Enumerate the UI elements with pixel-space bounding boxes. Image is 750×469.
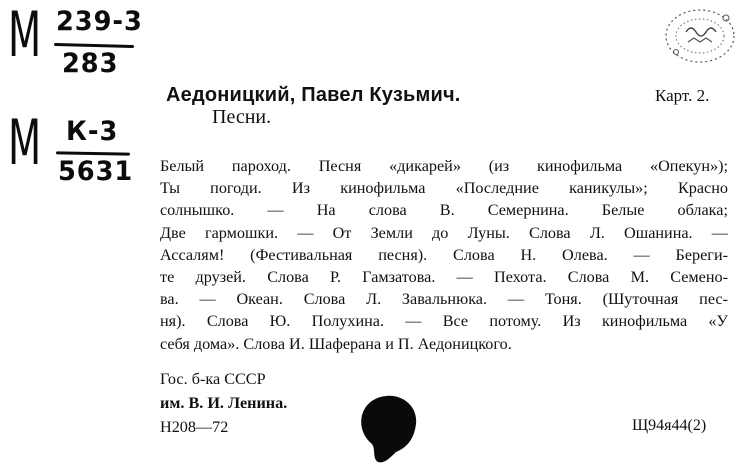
contents-line: Белый пароход. Песня «дикарей» (из кинофильма «Опекун»); — [160, 157, 728, 175]
card-number: Карт. 2. — [655, 86, 710, 105]
contents-line: себя дома». Слова И. Шаферана и П. Аедоницкого. — [160, 334, 512, 353]
fraction-line — [56, 151, 130, 155]
contents-note — [160, 155, 728, 355]
contents-line: Две гармошки. — От Земли до Луны. Слова Л. Ошанина. — — [160, 223, 728, 242]
library-name-line: им. В. И. Ленина. — [160, 394, 288, 412]
shelfmark-numerator: К-3 — [66, 116, 119, 147]
contents-line: ва. — Океан. Слова Л. Завальнюка. — Тоня. (Шуточная пес- — [160, 290, 728, 309]
shelfmark-numerator: 239-3 — [56, 6, 143, 37]
contents-line: Ассалям! (Фестивальная песня). Слова Н. Олева. — Береги- — [160, 245, 728, 264]
contents-line: те друзей. Слова Р. Гамзатова. — Пехота. Слова М. Семено- — [160, 267, 728, 286]
order-code: Щ94я44(2) — [632, 417, 707, 434]
work-title: Песни. — [212, 106, 272, 128]
shelfmark-denominator: 283 — [62, 48, 119, 79]
library-seal-stamp — [656, 4, 742, 66]
contents-line: солнышко. — На слова В. Семернина. Белые облака; — [160, 201, 728, 220]
author-heading: Аедоницкий, Павел Кузьмич. — [166, 84, 461, 106]
shelfmark-letter: М — [8, 0, 42, 71]
shelfmark-letter: М — [8, 106, 42, 179]
ink-stamp-mark — [356, 392, 422, 466]
contents-line: Ты погоди. Из кинофильма «Последние каникулы»; Красно — [160, 179, 728, 198]
print-code: Н208—72 — [160, 418, 229, 436]
shelfmark-denominator: 5631 — [58, 156, 134, 187]
library-name-line: Гос. б-ка СССР — [160, 370, 266, 388]
contents-line: ня). Слова Ю. Полухина. — Все потому. Из кинофильма «У — [160, 312, 728, 331]
